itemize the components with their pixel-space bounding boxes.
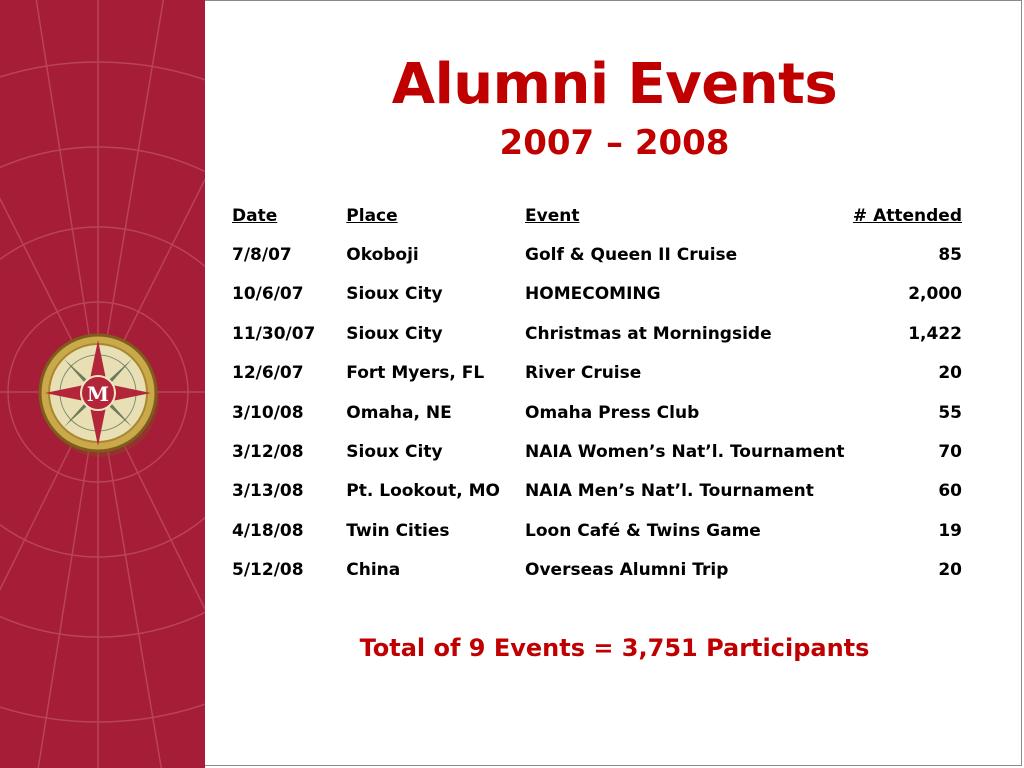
row-attended: 55 — [938, 402, 962, 423]
table-header-row — [232, 196, 962, 235]
table-row — [232, 354, 962, 393]
table-row — [232, 235, 962, 274]
row-event: River Cruise — [525, 363, 642, 384]
compass-grid-pattern — [0, 0, 205, 768]
sidebar-decoration — [0, 0, 205, 768]
row-place: China — [346, 560, 401, 581]
table-row — [232, 472, 962, 511]
row-place: Okoboji — [346, 245, 419, 266]
row-place: Sioux City — [346, 442, 443, 463]
row-date: 11/30/07 — [232, 323, 316, 344]
row-date: 3/10/08 — [232, 402, 304, 423]
column-header-event: Event — [525, 205, 580, 226]
column-header-place: Place — [346, 205, 398, 226]
row-attended: 19 — [938, 520, 962, 541]
row-event: Omaha Press Club — [525, 402, 700, 423]
row-date: 7/8/07 — [232, 245, 292, 266]
row-place: Sioux City — [346, 323, 443, 344]
row-attended: 70 — [938, 442, 962, 463]
row-date: 3/13/08 — [232, 481, 304, 502]
row-attended: 20 — [938, 363, 962, 384]
table-row — [232, 551, 962, 590]
row-place: Sioux City — [346, 284, 443, 305]
logo-letter: M — [86, 382, 110, 406]
slide-title: Alumni Events — [391, 52, 838, 117]
row-place: Twin Cities — [346, 520, 450, 541]
row-event: HOMECOMING — [525, 284, 661, 305]
row-place: Fort Myers, FL — [346, 363, 485, 384]
table-row — [232, 432, 962, 471]
table-row — [232, 275, 962, 314]
table-row — [232, 511, 962, 550]
row-date: 12/6/07 — [232, 363, 304, 384]
row-place: Pt. Lookout, MO — [346, 481, 500, 502]
row-attended: 20 — [938, 560, 962, 581]
row-attended: 1,422 — [908, 323, 962, 344]
row-event: Golf & Queen II Cruise — [525, 245, 738, 266]
row-event: NAIA Women’s Nat’l. Tournament — [525, 442, 845, 463]
events-table — [232, 196, 962, 590]
total-summary: Total of 9 Events = 3,751 Participants — [359, 634, 870, 662]
row-date: 10/6/07 — [232, 284, 304, 305]
row-place: Omaha, NE — [346, 402, 452, 423]
column-header-date: Date — [232, 205, 278, 226]
row-attended: 2,000 — [908, 284, 962, 305]
row-event: Overseas Alumni Trip — [525, 560, 729, 581]
table-row — [232, 393, 962, 432]
compass-rose-icon — [40, 335, 159, 457]
row-date: 5/12/08 — [232, 560, 304, 581]
row-date: 4/18/08 — [232, 520, 304, 541]
row-attended: 60 — [938, 481, 962, 502]
row-event: Christmas at Morningside — [525, 323, 772, 344]
row-event: NAIA Men’s Nat’l. Tournament — [525, 481, 814, 502]
row-date: 3/12/08 — [232, 442, 304, 463]
column-header-attended: # Attended — [852, 205, 962, 226]
table-row — [232, 314, 962, 353]
slide-subtitle: 2007 – 2008 — [499, 123, 730, 163]
row-attended: 85 — [938, 245, 962, 266]
row-event: Loon Café & Twins Game — [525, 520, 761, 541]
